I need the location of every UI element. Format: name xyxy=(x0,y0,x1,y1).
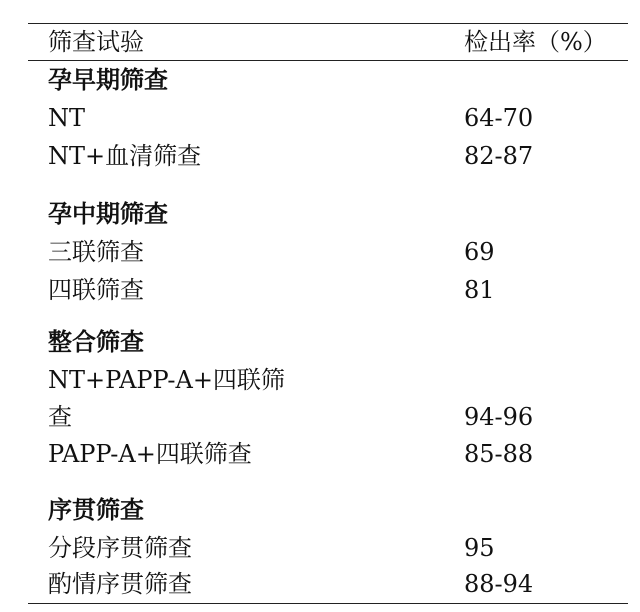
row-name: 分段序贯筛查 xyxy=(48,534,192,562)
row-rate: 81 xyxy=(464,276,495,304)
row-name-line1: NT+PAPP-A+四联筛 xyxy=(48,366,285,394)
group-title-integrated: 整合筛查 xyxy=(48,328,144,356)
header-rule xyxy=(28,60,628,61)
row-rate: 69 xyxy=(464,238,495,266)
detection-rate-table xyxy=(28,0,628,612)
row-rate: 82-87 xyxy=(464,142,534,170)
row-rate: 88-94 xyxy=(464,570,534,598)
header-detection-rate: 检出率（%） xyxy=(464,28,607,56)
row-name: NT+血清筛查 xyxy=(48,142,202,170)
row-name-line2: 查 xyxy=(48,403,72,431)
table-top-rule xyxy=(28,23,628,24)
row-name: 酌情序贯筛查 xyxy=(48,570,192,598)
row-name: 三联筛查 xyxy=(48,238,144,266)
row-rate: 64-70 xyxy=(464,104,534,132)
row-rate: 94-96 xyxy=(464,403,534,431)
group-title-second-trimester: 孕中期筛查 xyxy=(48,200,168,228)
group-title-sequential: 序贯筛查 xyxy=(48,496,144,524)
group-title-first-trimester: 孕早期筛查 xyxy=(48,66,168,94)
table-bottom-rule xyxy=(28,603,628,604)
row-rate: 95 xyxy=(464,534,495,562)
row-name: PAPP-A+四联筛查 xyxy=(48,440,252,468)
row-name: NT xyxy=(48,104,86,132)
row-rate: 85-88 xyxy=(464,440,534,468)
row-name: 四联筛查 xyxy=(48,276,144,304)
header-screening-test: 筛查试验 xyxy=(48,28,144,56)
